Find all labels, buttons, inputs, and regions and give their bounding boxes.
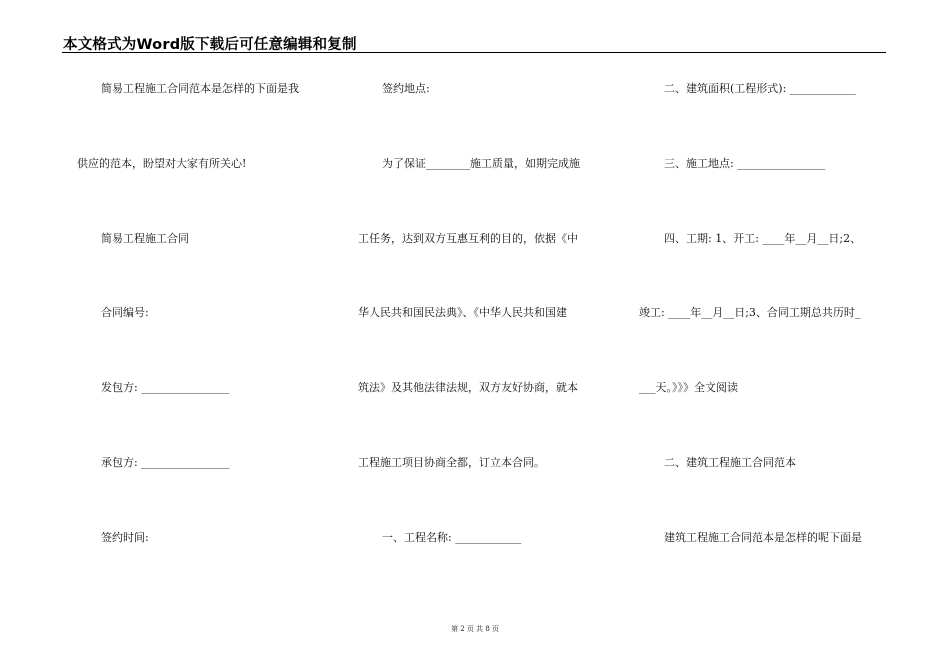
left-line-4: 合同编号: [101,306,149,319]
middle-line-5: 筑法》及其他法律法规，双方友好协商，就本 [358,381,578,394]
middle-line-7: 一、工程名称: ____________ [382,531,522,544]
middle-line-6: 工程施工项目协商全都，订立本合同。 [358,456,545,469]
header-divider [62,52,886,53]
middle-line-1: 签约地点: [382,82,430,95]
left-line-7: 签约时间: [101,531,149,544]
right-line-7: 建筑工程施工合同范本是怎样的呢下面是 [664,531,862,544]
page-number-footer: 第 2 页 共 8 页 [450,625,500,633]
left-line-2: 供应的范本，盼望对大家有所关心! [77,157,247,170]
document-header-title: 本文格式为Word版下载后可任意编辑和复制 [63,37,357,53]
left-line-6: 承包方: ________________ [101,456,230,469]
middle-line-3: 工任务，达到双方互惠互利的目的，依据《中 [358,232,578,245]
left-line-5: 发包方: ________________ [101,381,230,394]
middle-line-2: 为了保证________施工质量，如期完成施 [382,157,580,170]
right-line-1: 二、建筑面积(工程形式): ____________ [664,82,856,95]
right-line-6: 二、建筑工程施工合同范本 [664,456,796,469]
left-line-3: 简易工程施工合同 [101,232,189,245]
right-line-4: 竣工: ____年__月__日;3、合同工期总共历时_ [639,306,861,319]
right-line-2: 三、施工地点: ________________ [664,157,826,170]
right-line-3: 四、工期: 1、开工: ____年__月__日;2、 [664,232,862,245]
right-line-5: ___天。》》》全文阅读 [639,381,738,394]
middle-line-4: 华人民共和国民法典》、《中华人民共和国建 [358,306,567,319]
left-line-1: 简易工程施工合同范本是怎样的下面是我 [101,82,299,95]
